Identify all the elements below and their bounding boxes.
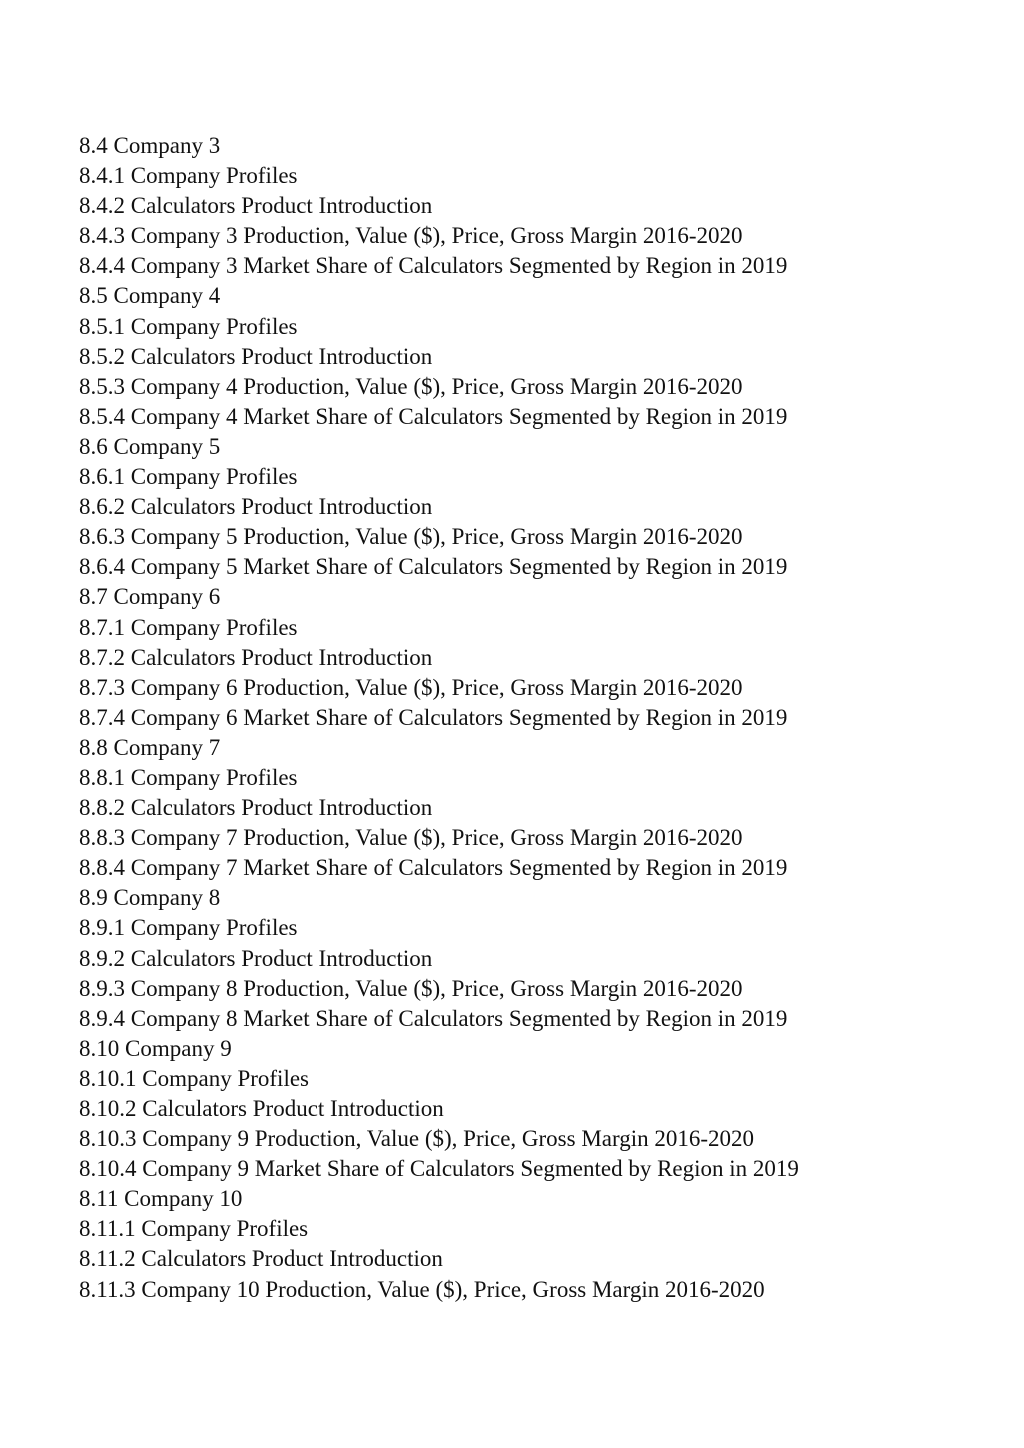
toc-entry: 8.9.1 Company Profiles	[79, 915, 298, 941]
toc-entry: 8.10.3 Company 9 Production, Value ($), Price, Gross Margin 2016-2020	[79, 1126, 755, 1152]
toc-entry: 8.9.2 Calculators Product Introduction	[79, 945, 433, 971]
toc-entry: 8.10 Company 9	[79, 1035, 232, 1061]
toc-entry: 8.8 Company 7	[79, 734, 221, 760]
toc-entry: 8.10.4 Company 9 Market Share of Calculators Segmented by Region in 2019	[79, 1156, 799, 1182]
toc-entry: 8.6.1 Company Profiles	[79, 464, 298, 490]
toc-entry: 8.11.2 Calculators Product Introduction	[79, 1246, 443, 1272]
toc-entry: 8.4 Company 3	[79, 133, 221, 158]
toc-entry: 8.8.2 Calculators Product Introduction	[79, 795, 433, 821]
toc-entry: 8.11.1 Company Profiles	[79, 1216, 309, 1242]
toc-entry: 8.5.1 Company Profiles	[79, 313, 298, 339]
toc-entry: 8.5.4 Company 4 Market Share of Calculators Segmented by Region in 2019	[79, 403, 788, 429]
toc-entry: 8.10.1 Company Profiles	[79, 1065, 309, 1091]
toc-entry: 8.5.3 Company 4 Production, Value ($), Price, Gross Margin 2016-2020	[79, 373, 743, 399]
toc-entry: 8.11 Company 10	[79, 1186, 243, 1212]
toc-entry: 8.6.2 Calculators Product Introduction	[79, 494, 433, 520]
toc-entry: 8.4.4 Company 3 Market Share of Calculators Segmented by Region in 2019	[79, 253, 788, 279]
toc-entry: 8.7.3 Company 6 Production, Value ($), Price, Gross Margin 2016-2020	[79, 674, 743, 700]
toc-entry: 8.6.4 Company 5 Market Share of Calculators Segmented by Region in 2019	[79, 554, 788, 580]
toc-entry: 8.8.3 Company 7 Production, Value ($), Price, Gross Margin 2016-2020	[79, 825, 743, 851]
toc-entry: 8.6 Company 5	[79, 433, 221, 459]
toc-entry: 8.9 Company 8	[79, 885, 221, 911]
toc-entry: 8.6.3 Company 5 Production, Value ($), Price, Gross Margin 2016-2020	[79, 524, 743, 550]
toc-entry: 8.7.1 Company Profiles	[79, 614, 298, 640]
table-of-contents	[79, 131, 799, 1305]
toc-entry: 8.7.2 Calculators Product Introduction	[79, 644, 433, 670]
toc-entry: 8.10.2 Calculators Product Introduction	[79, 1096, 444, 1121]
toc-entry: 8.9.4 Company 8 Market Share of Calculators Segmented by Region in 2019	[79, 1005, 788, 1031]
toc-entry: 8.4.2 Calculators Product Introduction	[79, 193, 433, 219]
toc-entry: 8.5 Company 4	[79, 283, 221, 309]
toc-entry: 8.4.3 Company 3 Production, Value ($), Price, Gross Margin 2016-2020	[79, 223, 743, 249]
toc-entry: 8.5.2 Calculators Product Introduction	[79, 343, 433, 369]
toc-entry: 8.11.3 Company 10 Production, Value ($), Price, Gross Margin 2016-2020	[79, 1276, 765, 1302]
toc-entry: 8.7.4 Company 6 Market Share of Calculators Segmented by Region in 2019	[79, 704, 788, 730]
toc-entry: 8.8.1 Company Profiles	[79, 764, 298, 790]
toc-entry: 8.7 Company 6	[79, 584, 221, 610]
toc-entry: 8.8.4 Company 7 Market Share of Calculators Segmented by Region in 2019	[79, 855, 788, 881]
toc-entry: 8.9.3 Company 8 Production, Value ($), Price, Gross Margin 2016-2020	[79, 975, 743, 1001]
toc-entry: 8.4.1 Company Profiles	[79, 163, 298, 189]
